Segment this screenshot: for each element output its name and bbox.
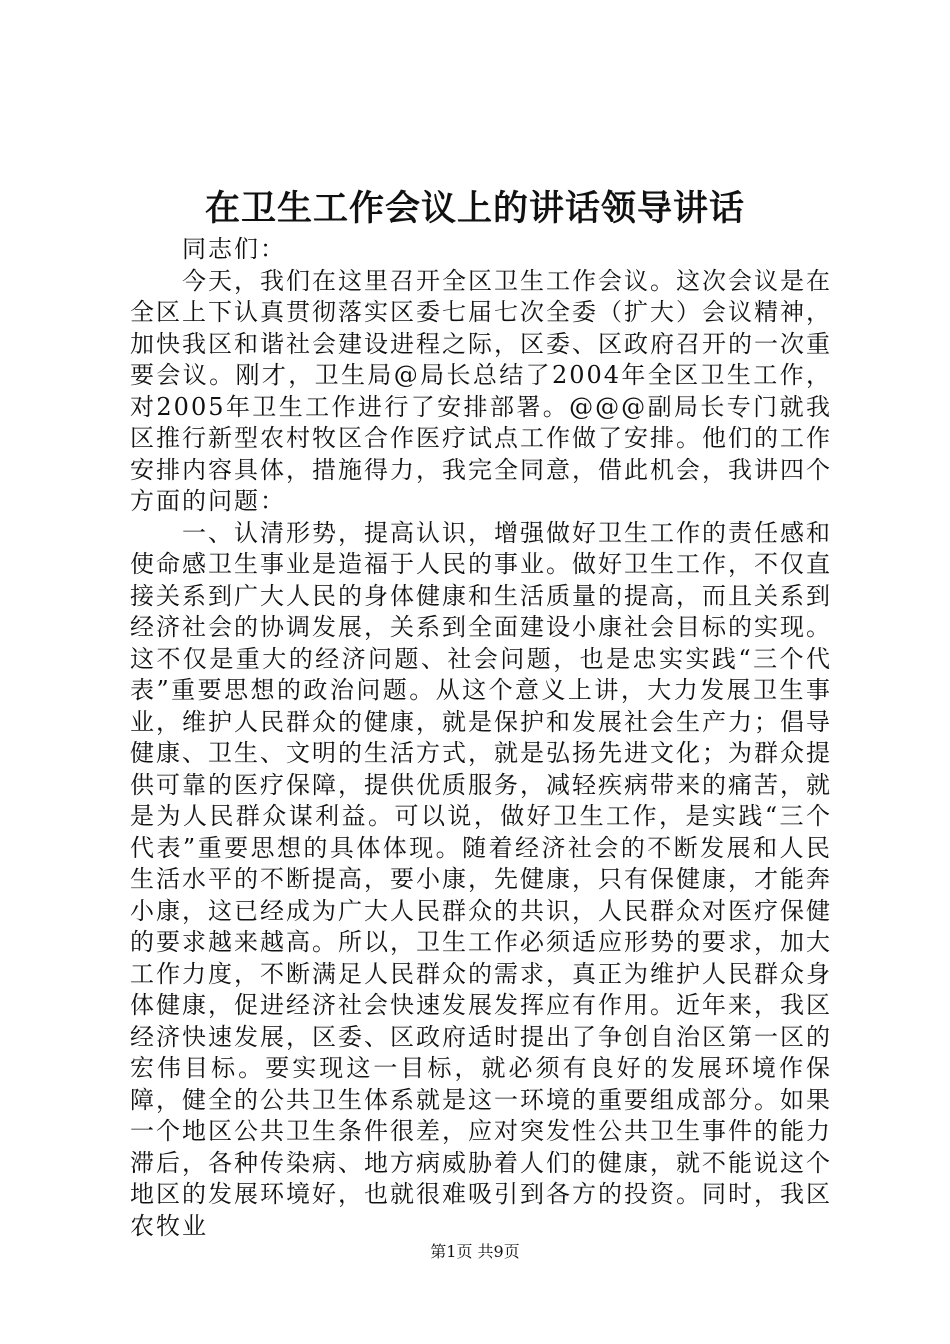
salutation: 同志们：	[182, 235, 286, 263]
document-title: 在卫生工作会议上的讲话领导讲话	[204, 188, 745, 229]
page-number-footer: 第1页 共9页	[430, 1242, 520, 1261]
paragraph-opening: 今天，我们在这里召开全区卫生工作会议。这次会议是在全区上下认真贯彻落实区委七届七次全委（扩大）会议精神，加快我区和谐社会建设进程之际，区委、区政府召开的一次重要会议。刚才，卫生局@局长总结了2004年全区卫生工作，对2005年卫生工作进行了安排部署。@@@副局长专门就我区推行新型农村牧区合作医疗试点工作做了安排。他们的工作安排内容具体，措施得力，我完全同意，借此机会，我讲四个方面的问题：	[130, 266, 832, 515]
document-body	[130, 234, 832, 1242]
paragraph-section-one: 一、认清形势，提高认识，增强做好卫生工作的责任感和使命感卫生事业是造福于人民的事业。做好卫生工作，不仅直接关系到广大人民的身体健康和生活质量的提高，而且关系到经济社会的协调发展，关系到全面建设小康社会目标的实现。这不仅是重大的经济问题、社会问题，也是忠实实践“三个代表”重要思想的政治问题。从这个意义上讲，大力发展卫生事业，维护人民群众的健康，就是保护和发展社会生产力；倡导健康、卫生、文明的生活方式，就是弘扬先进文化；为群众提供可靠的医疗保障，提供优质服务，减轻疾病带来的痛苦，就是为人民群众谋利益。可以说，做好卫生工作，是实践“三个代表”重要思想的具体体现。随着经济社会的不断发展和人民生活水平的不断提高，要小康，先健康，只有保健康，才能奔小康，这已经成为广大人民群众的共识，人民群众对医疗保健的要求越来越高。所以，卫生工作必须适应形势的要求，加大工作力度，不断满足人民群众的需求，真正为维护人民群众身体健康，促进经济社会快速发展发挥应有作用。近年来，我区经济快速发展，区委、区政府适时提出了争创自治区第一区的宏伟目标。要实现这一目标，就必须有良好的发展环境作保障，健全的公共卫生体系就是这一环境的重要组成部分。如果一个地区公共卫生条件很差，应对突发性公共卫生事件的能力滞后，各种传染病、地方病威胁着人们的健康，就不能说这个地区的发展环境好，也就很难吸引到各方的投资。同时，我区农牧业	[130, 518, 832, 1240]
